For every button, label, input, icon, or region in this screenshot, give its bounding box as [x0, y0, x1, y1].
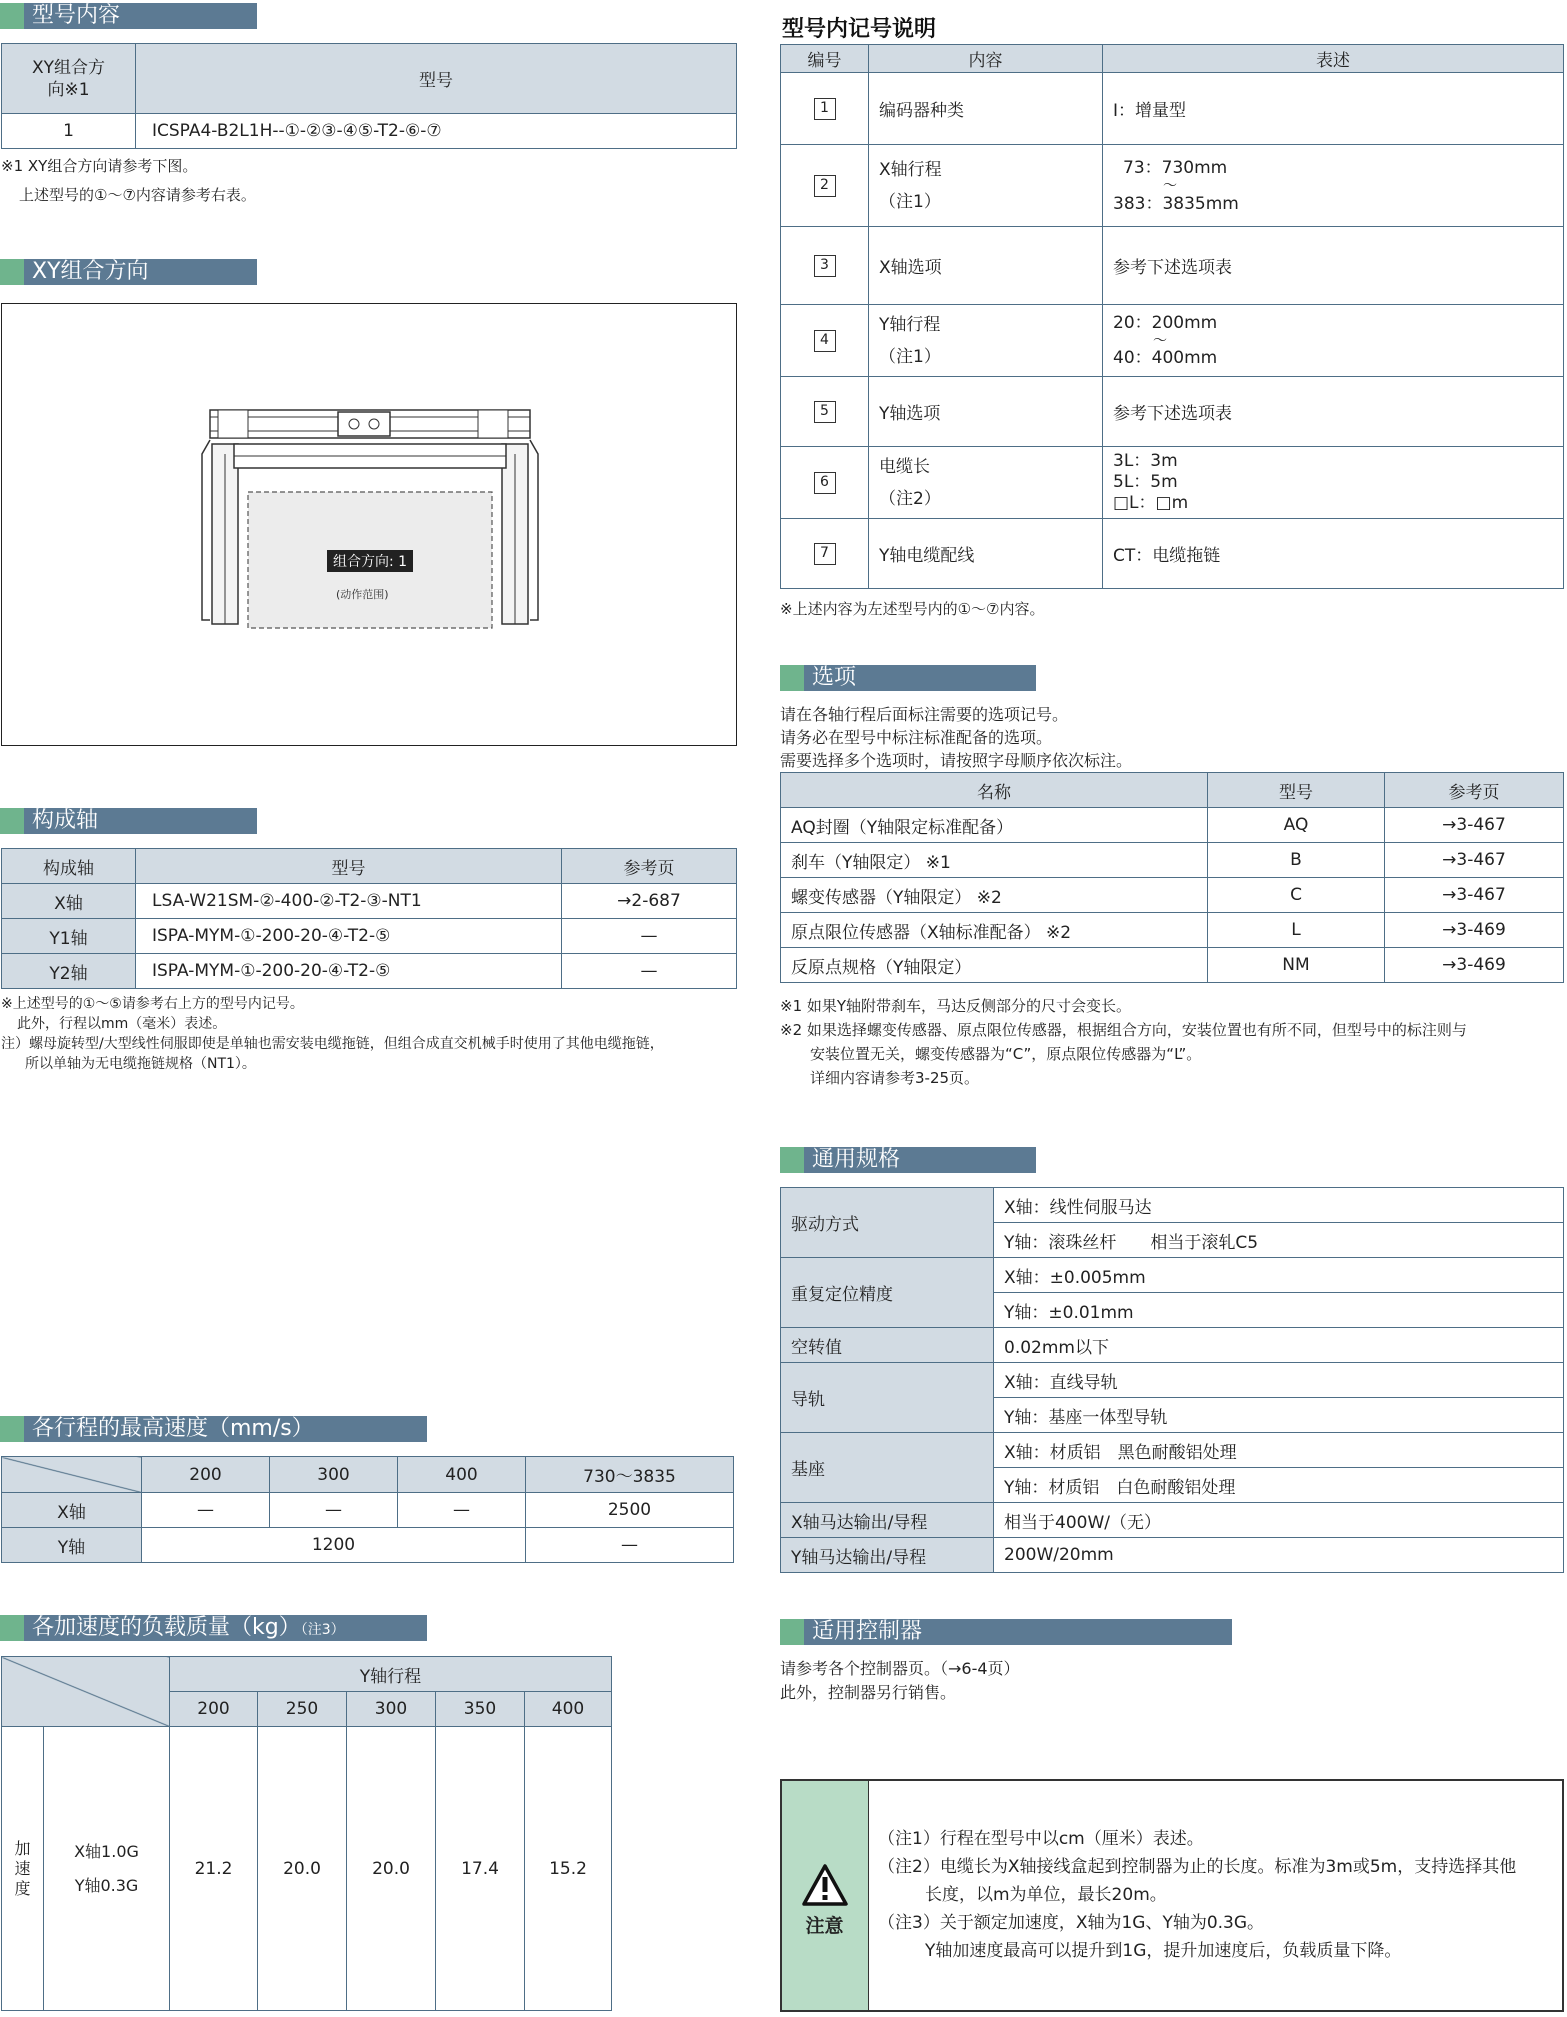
- axes-row-axis: X轴: [2, 884, 136, 919]
- axes-row-ref: —: [562, 919, 737, 954]
- load-val: 17.4: [436, 1727, 525, 2011]
- speed-corner: [2, 1457, 142, 1493]
- options-row-name: 刹车（Y轴限定） ※1: [781, 843, 1208, 878]
- axes-note-3: 注）螺母旋转型/大型线性伺服即使是单轴也需安装电缆拖链，但组合成直交机械手时使用了其他电缆拖链，: [1, 1036, 664, 1052]
- speed-col-300: 300: [270, 1457, 398, 1493]
- symbols-row-no: 4: [781, 305, 869, 377]
- speed-x-label: X轴: [2, 1493, 142, 1528]
- speed-section-title: 各行程的最高速度（mm/s）: [0, 1416, 427, 1442]
- axes-header-axis: 构成轴: [2, 849, 136, 884]
- symbols-note: ※上述内容为左述型号内的①～⑦内容。: [780, 600, 1045, 618]
- speed-y-label: Y轴: [2, 1528, 142, 1563]
- symbols-row-no: 5: [781, 377, 869, 447]
- symbols-header-content: 内容: [869, 45, 1103, 73]
- load-val: 20.0: [347, 1727, 436, 2011]
- spec-val: X轴：材质铝 黑色耐酸铝处理: [994, 1433, 1564, 1468]
- options-table: [780, 772, 1564, 983]
- options-header-code: 型号: [1208, 773, 1385, 808]
- options-row-name: AQ封圈（Y轴限定标准配备）: [781, 808, 1208, 843]
- options-intro-1: 请在各轴行程后面标注需要的选项记号。: [780, 705, 1069, 724]
- options-row-ref: →3-467: [1385, 878, 1564, 913]
- load-title-text: 各加速度的负载质量（kg）: [32, 1615, 301, 1640]
- symbols-row-desc: I：增量型: [1103, 73, 1564, 145]
- load-accel-values: [44, 1727, 170, 2011]
- options-row-ref: →3-469: [1385, 913, 1564, 948]
- axes-row-model: ISPA-MYM-①-200-20-④-T2-⑤: [136, 954, 562, 989]
- spec-label: 驱动方式: [781, 1188, 994, 1258]
- xy-section-title: XY组合方向: [0, 259, 257, 285]
- symbols-row-no: 3: [781, 227, 869, 305]
- axes-header-model: 型号: [136, 849, 562, 884]
- model-row-model: ICSPA4-B2L1H--①-②③-④⑤-T2-⑥-⑦: [136, 114, 737, 149]
- spec-val: X轴：直线导轨: [994, 1363, 1564, 1398]
- warning-icon: [801, 1863, 849, 1907]
- symbols-row-desc: CT：电缆拖链: [1103, 519, 1564, 589]
- spec-val: 相当于400W/（无）: [994, 1503, 1564, 1538]
- load-accel-label: 加速度: [2, 1727, 44, 2011]
- xy-diagram: [2, 304, 735, 744]
- axes-row-model: ISPA-MYM-①-200-20-④-T2-⑤: [136, 919, 562, 954]
- spec-label: 基座: [781, 1433, 994, 1503]
- axes-row-axis: Y1轴: [2, 919, 136, 954]
- options-row-name: 原点限位传感器（X轴标准配备） ※2: [781, 913, 1208, 948]
- options-note-3: 安装位置无关，螺变传感器为“C”，原点限位传感器为“L”。: [810, 1045, 1202, 1063]
- load-col: 250: [258, 1692, 347, 1727]
- axes-row-model: LSA-W21SM-②-400-②-T2-③-NT1: [136, 884, 562, 919]
- symbols-row-no: 7: [781, 519, 869, 589]
- symbols-row-content: 编码器种类: [869, 73, 1103, 145]
- spec-label: Y轴马达输出/导程: [781, 1538, 994, 1573]
- caution-line-4: （注3）关于额定加速度，X轴为1G、Y轴为0.3G。: [878, 1913, 1265, 1933]
- axes-row-ref: —: [562, 954, 737, 989]
- symbols-row-desc: 20：200mm 〜 40：400mm: [1103, 305, 1564, 377]
- caution-text: [878, 1825, 1516, 1965]
- options-row-code: C: [1208, 878, 1385, 913]
- model-row-dir: 1: [2, 114, 136, 149]
- speed-col-200: 200: [142, 1457, 270, 1493]
- symbols-row-content: Y轴电缆配线: [869, 519, 1103, 589]
- axes-note-2: 此外，行程以mm（毫米）表述。: [17, 1016, 227, 1032]
- load-col: 300: [347, 1692, 436, 1727]
- xy-range-label: (动作范围): [336, 588, 389, 601]
- axes-notes: [1, 994, 664, 1074]
- spec-table: [780, 1187, 1564, 1573]
- model-header-dir: XY组合方向※1: [2, 44, 136, 114]
- symbols-title: 型号内记号说明: [782, 17, 937, 42]
- speed-col-730: 730～3835: [526, 1457, 734, 1493]
- speed-x-val: —: [398, 1493, 526, 1528]
- load-col: 200: [170, 1692, 258, 1727]
- load-accel-y: Y轴0.3G: [74, 1875, 139, 1895]
- options-row-ref: →3-467: [1385, 808, 1564, 843]
- load-section-title: [0, 1615, 427, 1641]
- options-header-ref: 参考页: [1385, 773, 1564, 808]
- caution-line-5: Y轴加速度最高可以提升到1G，提升加速度后，负载质量下降。: [925, 1941, 1402, 1961]
- options-note-1: ※1 如果Y轴附带刹车，马达反侧部分的尺寸会变长。: [780, 997, 1132, 1015]
- symbols-row-content: 电缆长 （注2）: [869, 447, 1103, 519]
- symbols-row-content: X轴选项: [869, 227, 1103, 305]
- options-intro-3: 需要选择多个选项时，请按照字母顺序依次标注。: [780, 751, 1133, 770]
- spec-val: X轴：±0.005mm: [994, 1258, 1564, 1293]
- axes-row-axis: Y2轴: [2, 954, 136, 989]
- options-note-4: 详细内容请参考3-25页。: [810, 1069, 980, 1087]
- speed-x-val: 2500: [526, 1493, 734, 1528]
- symbols-header-no: 编号: [781, 45, 869, 73]
- speed-col-400: 400: [398, 1457, 526, 1493]
- spec-label: 重复定位精度: [781, 1258, 994, 1328]
- xy-diagram-frame: [1, 303, 737, 746]
- options-row-name: 反原点规格（Y轴限定）: [781, 948, 1208, 983]
- symbols-row-no: 6: [781, 447, 869, 519]
- spec-val: 200W/20mm: [994, 1538, 1564, 1573]
- speed-x-val: —: [270, 1493, 398, 1528]
- options-section-title: 选项: [780, 665, 1036, 691]
- xy-direction-label: 组合方向: 1: [327, 550, 413, 572]
- options-row-code: NM: [1208, 948, 1385, 983]
- spec-val: Y轴：滚珠丝杆 相当于滚轧C5: [994, 1223, 1564, 1258]
- caution-line-3: 长度，以m为单位，最长20m。: [925, 1885, 1167, 1905]
- options-intro-2: 请务必在型号中标注标准配备的选项。: [780, 728, 1053, 747]
- options-notes: [780, 994, 1467, 1090]
- symbols-row-content: X轴行程 （注1）: [869, 145, 1103, 227]
- axes-note-1: ※上述型号的①～⑤请参考右上方的型号内记号。: [1, 996, 304, 1012]
- spec-label: X轴马达输出/导程: [781, 1503, 994, 1538]
- controller-section-title: 适用控制器: [780, 1619, 1232, 1645]
- symbols-table: [780, 44, 1564, 589]
- symbols-row-desc: 73：730mm 〜 383：3835mm: [1103, 145, 1564, 227]
- caution-line-2: （注2）电缆长为X轴接线盒起到控制器为止的长度。标准为3m或5m，支持选择其他: [878, 1857, 1517, 1877]
- axes-header-ref: 参考页: [562, 849, 737, 884]
- symbols-row-content: Y轴行程 （注1）: [869, 305, 1103, 377]
- options-row-ref: →3-467: [1385, 843, 1564, 878]
- controller-lines: [780, 1657, 1020, 1705]
- options-note-2: ※2 如果选择螺变传感器、原点限位传感器，根据组合方向，安装位置也有所不同，但型号中的标注则与: [780, 1021, 1467, 1039]
- speed-table: [1, 1456, 734, 1563]
- model-note-1: ※1 XY组合方向请参考下图。: [1, 157, 198, 175]
- load-corner: [2, 1657, 170, 1727]
- model-header-model: 型号: [136, 44, 737, 114]
- spec-val: Y轴：±0.01mm: [994, 1293, 1564, 1328]
- caution-line-1: （注1）行程在型号中以cm（厘米）表述。: [878, 1829, 1204, 1849]
- speed-x-val: —: [142, 1493, 270, 1528]
- spec-val: 0.02mm以下: [994, 1328, 1564, 1363]
- options-header-name: 名称: [781, 773, 1208, 808]
- speed-y-val: 1200: [142, 1528, 526, 1563]
- symbols-row-desc: 参考下述选项表: [1103, 227, 1564, 305]
- load-col: 350: [436, 1692, 525, 1727]
- options-row-name: 螺变传感器（Y轴限定） ※2: [781, 878, 1208, 913]
- symbols-row-no: 2: [781, 145, 869, 227]
- spec-label: 空转值: [781, 1328, 994, 1363]
- caution-label: 注意: [805, 1915, 844, 1937]
- options-row-code: L: [1208, 913, 1385, 948]
- axes-row-ref: →2-687: [562, 884, 737, 919]
- caution-box: [780, 1779, 1564, 2012]
- model-note-2: 上述型号的①～⑦内容请参考右表。: [19, 186, 256, 204]
- symbols-row-desc: 3L：3m 5L：5m □L：□m: [1103, 447, 1564, 519]
- options-intro: [780, 703, 1132, 772]
- load-accel-x: X轴1.0G: [74, 1841, 139, 1861]
- speed-y-last: —: [526, 1528, 734, 1563]
- load-val: 21.2: [170, 1727, 258, 2011]
- symbols-header-desc: 表述: [1103, 45, 1564, 73]
- load-table: [1, 1656, 612, 2011]
- spec-val: Y轴：基座一体型导轨: [994, 1398, 1564, 1433]
- symbols-row-no: 1: [781, 73, 869, 145]
- axes-note-4: 所以单轴为无电缆拖链规格（NT1）。: [25, 1056, 256, 1072]
- spec-val: X轴：线性伺服马达: [994, 1188, 1564, 1223]
- spec-val: Y轴：材质铝 白色耐酸铝处理: [994, 1468, 1564, 1503]
- model-notes: [1, 156, 256, 206]
- load-val: 15.2: [525, 1727, 612, 2011]
- load-val: 20.0: [258, 1727, 347, 2011]
- model-section-title: 型号内容: [0, 3, 257, 29]
- spec-section-title: 通用规格: [780, 1147, 1036, 1173]
- model-table: [1, 43, 737, 149]
- controller-line-1: 请参考各个控制器页。（→6-4页）: [780, 1659, 1020, 1678]
- options-row-code: AQ: [1208, 808, 1385, 843]
- symbols-row-desc: 参考下述选项表: [1103, 377, 1564, 447]
- load-col: 400: [525, 1692, 612, 1727]
- caution-side: [782, 1781, 869, 2010]
- axes-table: [1, 848, 737, 989]
- controller-line-2: 此外，控制器另行销售。: [780, 1683, 957, 1702]
- symbols-row-content: Y轴选项: [869, 377, 1103, 447]
- options-row-code: B: [1208, 843, 1385, 878]
- options-row-ref: →3-469: [1385, 948, 1564, 983]
- load-title-note: （注3）: [300, 1622, 345, 1638]
- spec-label: 导轨: [781, 1363, 994, 1433]
- axes-section-title: 构成轴: [0, 808, 257, 834]
- load-y-stroke: Y轴行程: [170, 1657, 612, 1692]
